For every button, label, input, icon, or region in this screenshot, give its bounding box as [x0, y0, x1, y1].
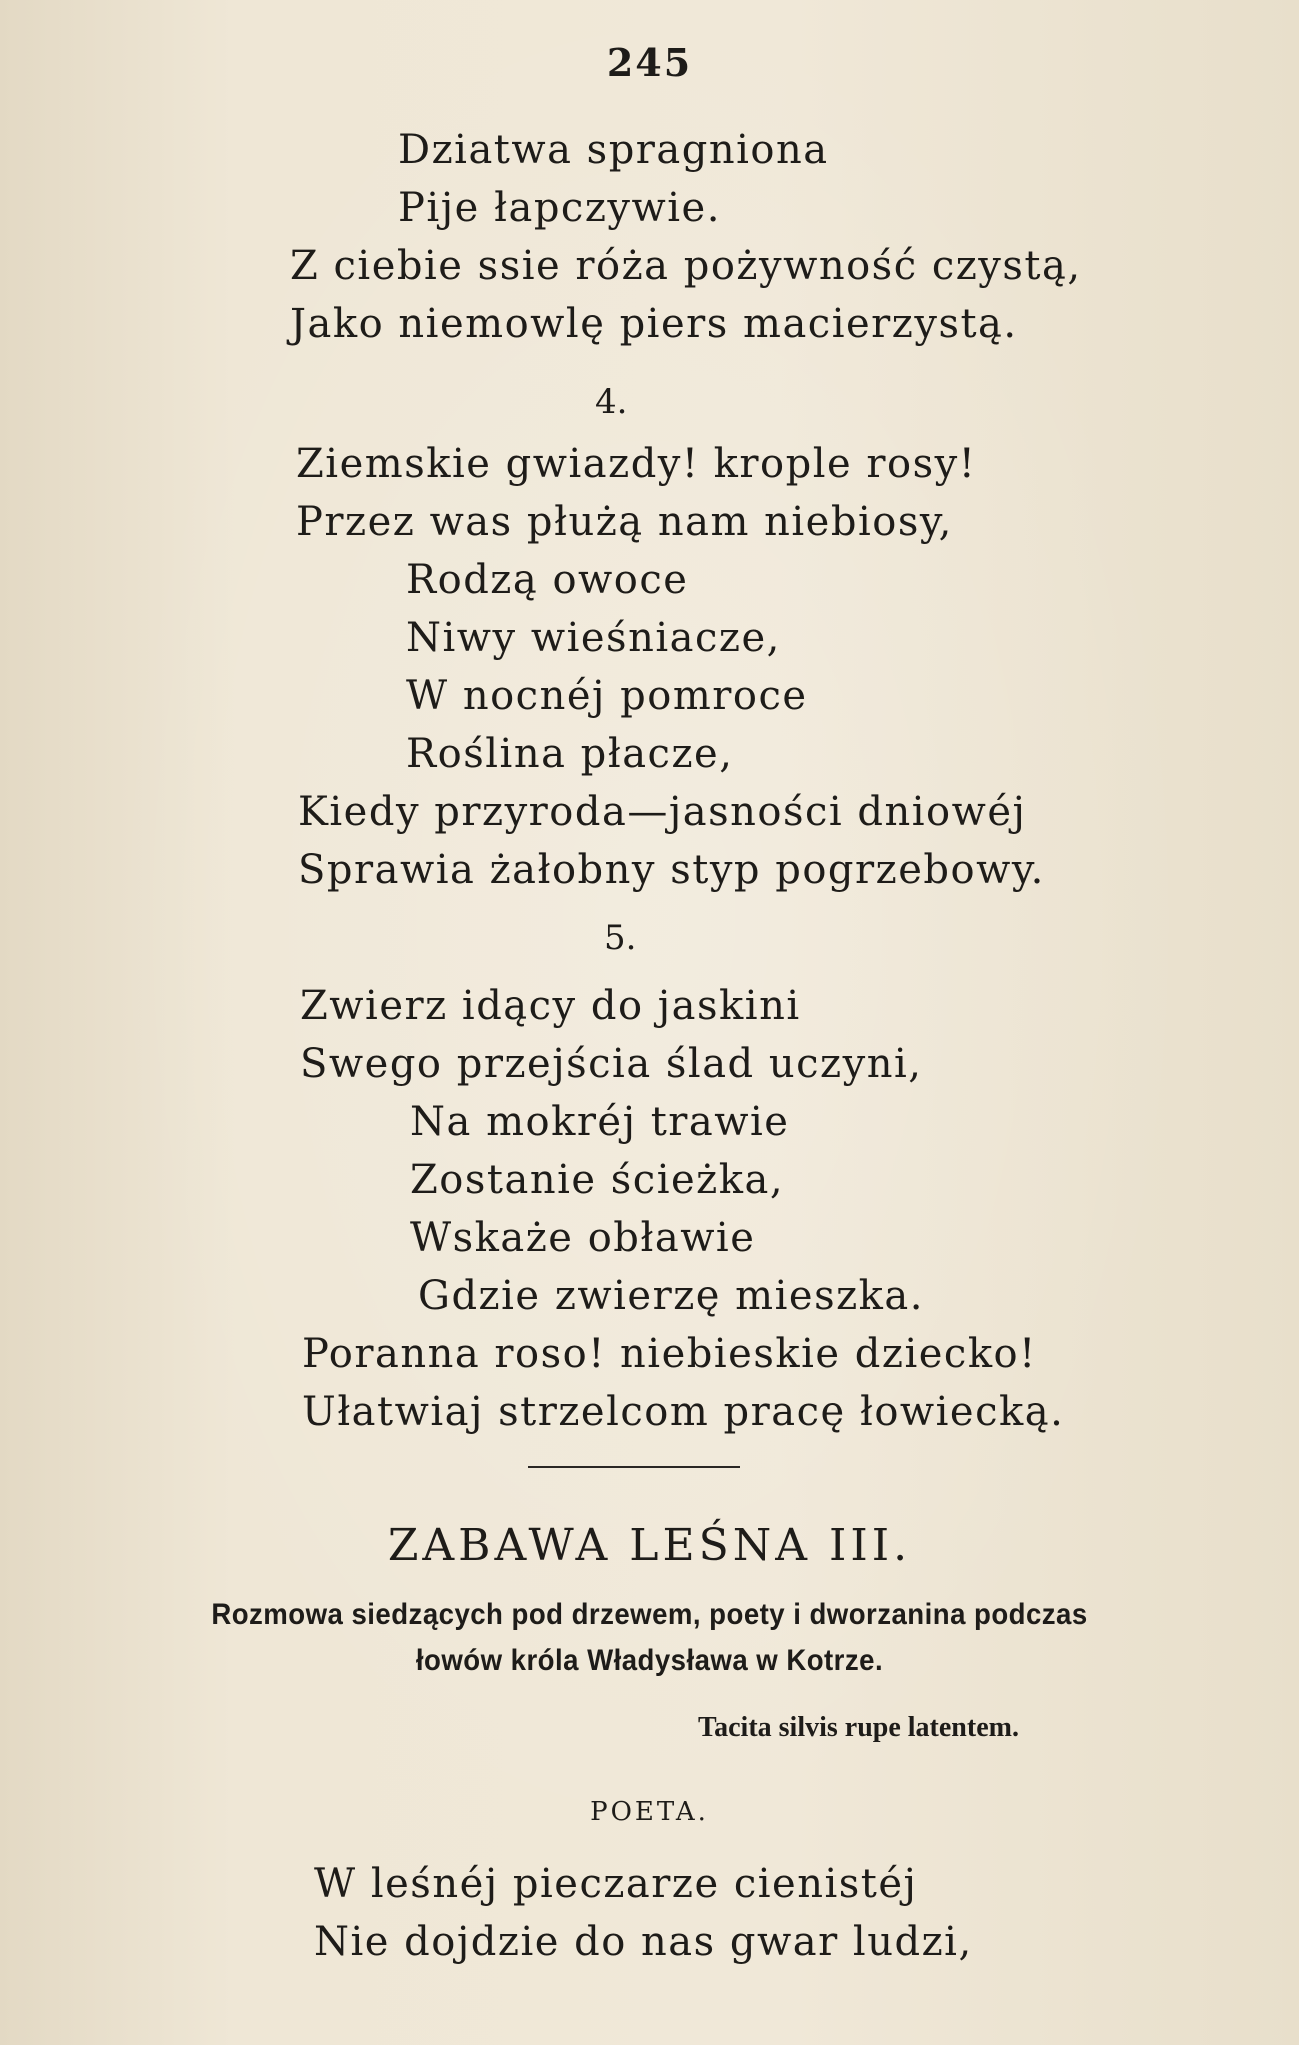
poem-line: Poranna roso! niebieskie dziecko!	[302, 1331, 1037, 1377]
poem-line: Zostanie ścieżka,	[410, 1157, 785, 1203]
poem-line: Rodzą owoce	[406, 557, 689, 603]
stanza-number: 4.	[595, 382, 628, 422]
poem-line: Nie dojdzie do nas gwar ludzi,	[314, 1919, 973, 1965]
poem-line: Swego przejścia ślad uczyni,	[300, 1041, 923, 1087]
poem-line: Dziatwa spragniona	[398, 127, 829, 173]
poem-line: W nocnéj pomroce	[406, 673, 808, 719]
section-subtitle: Rozmowa siedzących pod drzewem, poety i dworzanina podczas	[211, 1598, 1088, 1631]
poem-line: Jako niemowlę piers macierzystą.	[290, 301, 1018, 347]
poem-line: W leśnéj pieczarze cienistéj	[314, 1861, 918, 1907]
stanza-number: 5.	[604, 918, 637, 958]
poem-line: Ułatwiaj strzelcom pracę łowiecką.	[302, 1389, 1065, 1435]
epigraph: Tacita silvis rupe latentem.	[698, 1712, 1019, 1743]
section-subtitle: łowów króla Władysława w Kotrze.	[415, 1644, 884, 1677]
poem-line: Pije łapczywie.	[398, 185, 721, 231]
page-number: 245	[606, 40, 693, 85]
poem-line: Wskaże obławie	[410, 1215, 756, 1261]
poem-line: Sprawia żałobny styp pogrzebowy.	[298, 847, 1045, 893]
poem-line: Roślina płacze,	[406, 731, 734, 777]
poem-line: Kiedy przyroda—jasności dniowéj	[298, 789, 1027, 835]
poem-line: Gdzie zwierzę mieszka.	[418, 1273, 924, 1319]
poem-line: Przez was płużą nam niebiosy,	[296, 499, 953, 545]
poem-line: Niwy wieśniacze,	[406, 615, 781, 661]
speaker-name: POETA.	[590, 1797, 709, 1827]
poem-line: Zwierz idący do jaskini	[300, 983, 801, 1029]
poem-line: Z ciebie ssie róża pożywność czystą,	[290, 243, 1082, 289]
section-divider	[528, 1466, 740, 1468]
poem-line: Na mokréj trawie	[410, 1099, 790, 1145]
section-title: ZABAWA LEŚNA III.	[387, 1520, 912, 1571]
poem-line: Ziemskie gwiazdy! krople rosy!	[296, 441, 977, 487]
